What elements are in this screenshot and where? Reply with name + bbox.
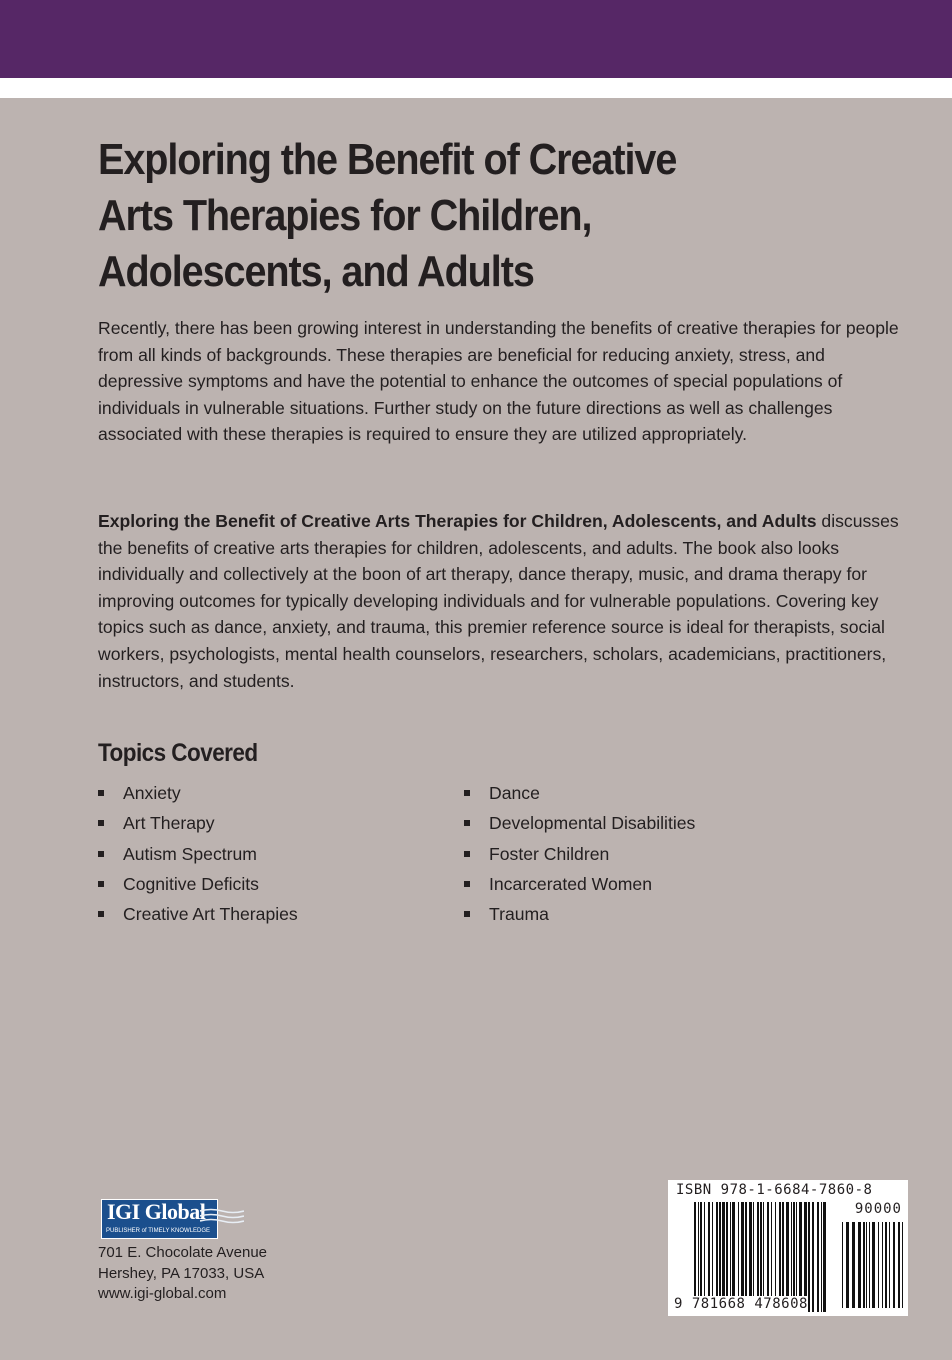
barcode-bar	[817, 1202, 819, 1312]
logo-name: IGI Global	[107, 1199, 206, 1224]
barcode-bar	[846, 1222, 849, 1308]
barcode-bar	[872, 1222, 875, 1308]
title-line: Exploring the Benefit of Creative	[98, 135, 677, 184]
topic-item: Developmental Disabilities	[464, 808, 695, 838]
barcode-bar	[898, 1222, 900, 1308]
title-line: Arts Therapies for Children,	[98, 191, 592, 240]
barcode-bar	[882, 1222, 883, 1308]
topic-item: Anxiety	[98, 778, 298, 808]
barcode-bar	[893, 1222, 895, 1308]
description-paragraph	[98, 508, 908, 694]
topic-item: Foster Children	[464, 839, 695, 869]
topic-item: Art Therapy	[98, 808, 298, 838]
address-line-1: 701 E. Chocolate Avenue	[98, 1244, 268, 1261]
topic-item: Dance	[464, 778, 695, 808]
isbn-text: ISBN 978-1-6684-7860-8	[676, 1182, 873, 1198]
description-text: discusses the benefits of creative arts therapies for children, adolescents, and adults. The book also looks individually and collectively at the boon of art therapy, dance therapy, music, and drama therapy for improving outcomes for typically developing individuals and for vulnerable populations. Covering key topics such as dance, anxiety, and trauma, this premier reference source is ideal for therapists, social workers, psychologists, mental health counselors, researchers, scholars, academicians, practitioners, instructors, and students.	[98, 511, 899, 691]
barcode-digits: 9 781668 478608	[674, 1296, 808, 1312]
barcode-bar	[821, 1202, 822, 1312]
isbn-barcode	[668, 1180, 908, 1316]
logo-tagline: PUBLISHER of TIMELY KNOWLEDGE	[106, 1228, 211, 1234]
barcode-bar	[885, 1222, 887, 1308]
barcode-bar	[902, 1222, 903, 1308]
barcode-bar	[812, 1202, 814, 1312]
topics-list-right	[464, 778, 695, 929]
price-addon: 90000	[854, 1201, 902, 1217]
barcode-bar	[808, 1202, 810, 1312]
book-title	[98, 132, 908, 300]
topic-item: Creative Art Therapies	[98, 899, 298, 929]
book-title-bold: Exploring the Benefit of Creative Arts Therapies for Children, Adolescents, and Adults	[98, 511, 817, 531]
barcode-bar	[863, 1222, 865, 1308]
topic-item: Autism Spectrum	[98, 839, 298, 869]
barcode-bar	[858, 1222, 861, 1308]
barcode-bar	[866, 1222, 867, 1308]
publisher-address	[98, 1243, 267, 1305]
website: www.igi-global.com	[98, 1285, 227, 1302]
topics-list-left	[98, 778, 298, 929]
barcode-bar	[842, 1222, 843, 1308]
address-line-2: Hershey, PA 17033, USA	[98, 1264, 265, 1282]
barcode-bar	[889, 1222, 890, 1308]
topic-item: Cognitive Deficits	[98, 869, 298, 899]
white-stripe	[0, 78, 952, 98]
title-line: Adolescents, and Adults	[98, 247, 534, 296]
barcode-bar	[878, 1222, 879, 1308]
topic-item: Incarcerated Women	[464, 869, 695, 899]
top-color-band	[0, 0, 952, 78]
logo-waves-icon	[200, 1207, 244, 1227]
barcode-bar	[823, 1202, 826, 1312]
intro-paragraph: Recently, there has been growing interest in understanding the benefits of creative therapies for people from all kinds of backgrounds. These therapies are beneficial for reducing anxiety, stress, and depressive symptoms and have the potential to enhance the outcomes of special populations of individuals in vulnerable situations. Further study on the future directions as well as challenges associated with these therapies is required to ensure they are utilized appropriately.	[98, 318, 899, 445]
barcode-bar	[852, 1222, 855, 1308]
barcode-bar	[869, 1222, 870, 1308]
topic-item: Trauma	[464, 899, 695, 929]
topics-heading: Topics Covered	[98, 739, 258, 767]
